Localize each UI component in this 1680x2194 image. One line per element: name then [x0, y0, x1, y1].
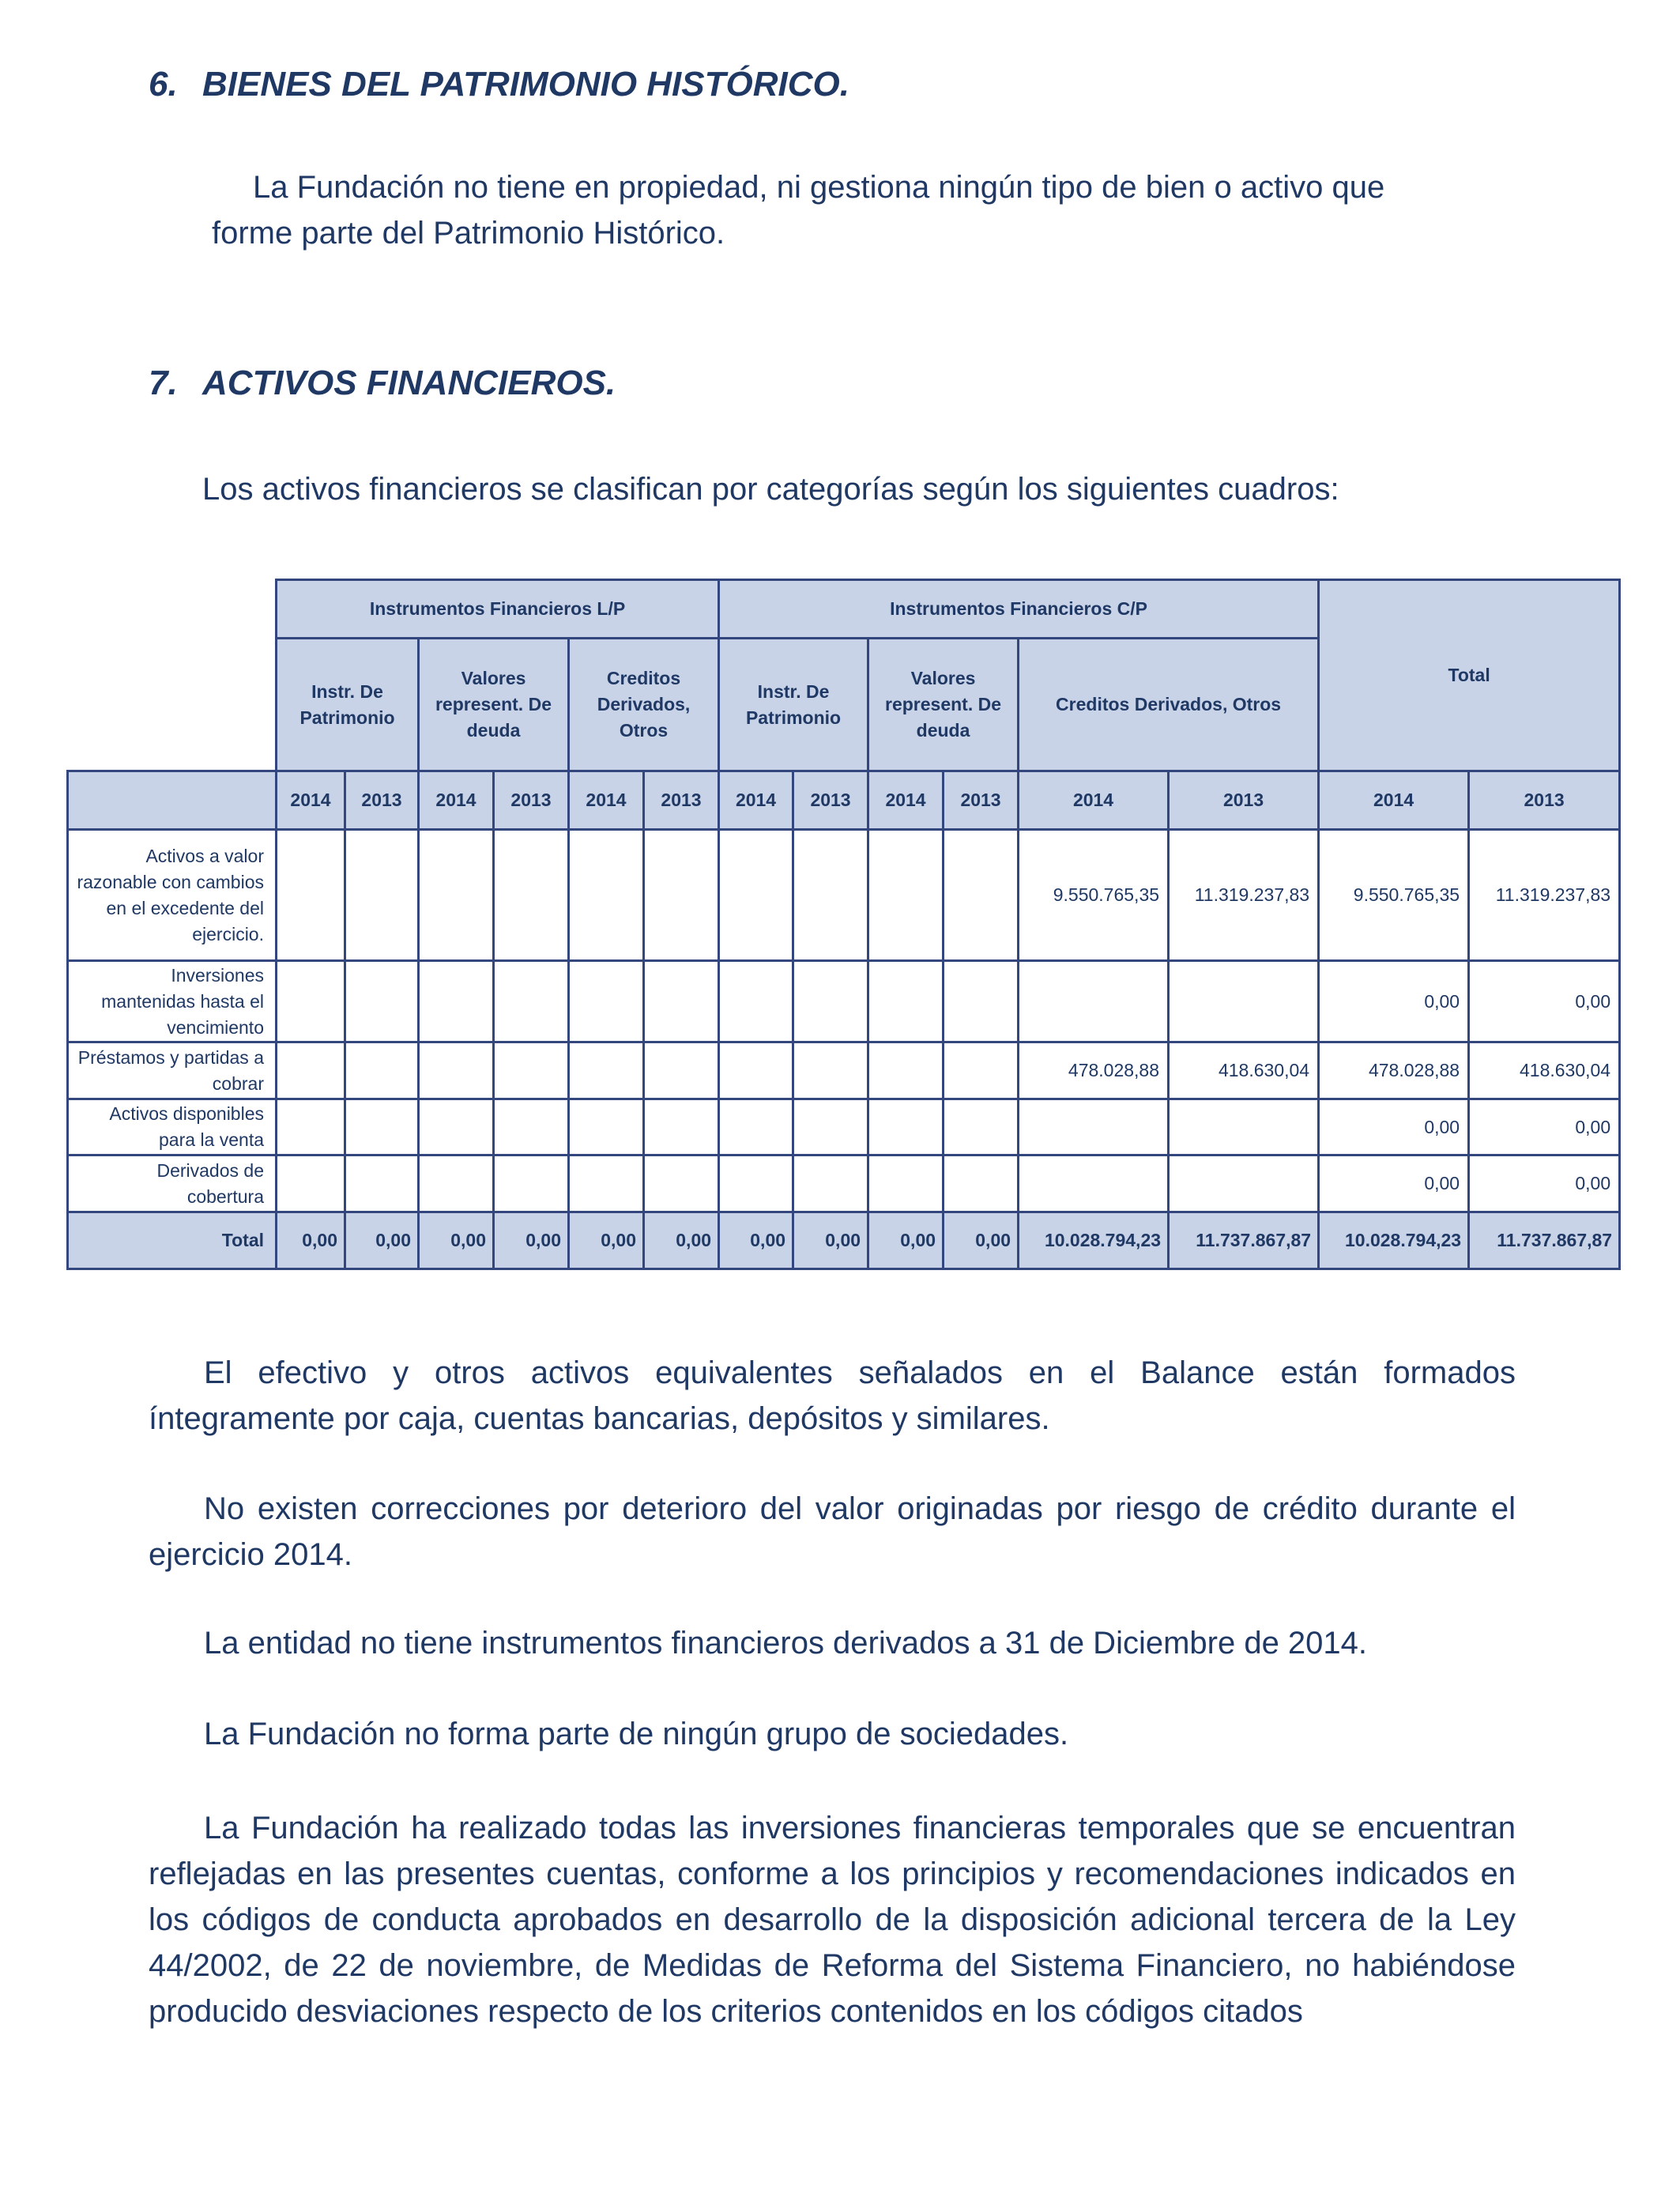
- subheader-lp-creditos-derivados: Creditos Derivados, Otros: [569, 639, 719, 771]
- table-cell: [644, 830, 719, 961]
- section-6-number: 6.: [149, 65, 178, 104]
- row-label: Activos a valor razonable con cambios en el excedente del ejercicio.: [68, 830, 277, 961]
- table-cell: [494, 1155, 569, 1212]
- table-cell: [719, 1099, 793, 1155]
- table-cell: [419, 961, 494, 1042]
- table-total-row: [68, 1212, 1620, 1269]
- table-cell: [793, 961, 868, 1042]
- total-cell: 0,00: [419, 1212, 494, 1269]
- table-row: [68, 1155, 1620, 1212]
- table-row: [68, 1099, 1620, 1155]
- subheader-lp-valores-deuda: Valores represent. De deuda: [419, 639, 569, 771]
- table-cell: [569, 1099, 644, 1155]
- table-cell: [793, 1155, 868, 1212]
- section-6-text-line-2: forme parte del Patrimonio Histórico.: [212, 216, 725, 251]
- year-cell: 2014: [277, 771, 345, 830]
- table-cell: [419, 1099, 494, 1155]
- paragraph-deterioro: No existen correcciones por deterioro del valor originadas por riesgo de crédito durante el ejercicio 2014.: [149, 1491, 1516, 1572]
- table-cell: [868, 1099, 944, 1155]
- total-cell: 11.737.867,87: [1169, 1212, 1319, 1269]
- table-cell: 0,00: [1319, 961, 1469, 1042]
- subheader-cp-instr-patrimonio: Instr. De Patrimonio: [719, 639, 868, 771]
- table-cell: [277, 1155, 345, 1212]
- table-cell: [719, 830, 793, 961]
- group-header-lp: Instrumentos Financieros L/P: [277, 580, 719, 639]
- table-cell: 478.028,88: [1019, 1042, 1169, 1099]
- table-cell: [494, 1099, 569, 1155]
- financial-assets-table: [66, 579, 1621, 1270]
- year-cell: 2013: [944, 771, 1019, 830]
- section-7-intro: Los activos financieros se clasifican por categorías según los siguientes cuadros:: [202, 472, 1339, 507]
- table-cell: [793, 830, 868, 961]
- year-cell: 2013: [793, 771, 868, 830]
- table-cell: [277, 1042, 345, 1099]
- table-cell: 0,00: [1469, 961, 1620, 1042]
- table-cell: [719, 1155, 793, 1212]
- table-cell: [345, 1155, 419, 1212]
- section-7-heading: [149, 364, 616, 403]
- year-cell: 2014: [868, 771, 944, 830]
- table-cell: [345, 1042, 419, 1099]
- table-cell: [944, 1155, 1019, 1212]
- total-label: Total: [68, 1212, 277, 1269]
- table-cell: 0,00: [1469, 1099, 1620, 1155]
- years-corner: [68, 771, 277, 830]
- table-row: [68, 830, 1620, 961]
- empty-corner: [68, 580, 277, 771]
- table-cell: [345, 830, 419, 961]
- table-cell: 0,00: [1319, 1155, 1469, 1212]
- table-cell: [868, 1155, 944, 1212]
- section-6-title: BIENES DEL PATRIMONIO HISTÓRICO.: [202, 65, 849, 104]
- table-cell: 9.550.765,35: [1319, 830, 1469, 961]
- year-cell: 2013: [644, 771, 719, 830]
- table-cell: [569, 961, 644, 1042]
- table-cell: 11.319.237,83: [1169, 830, 1319, 961]
- total-cell: 0,00: [719, 1212, 793, 1269]
- total-cell: 0,00: [944, 1212, 1019, 1269]
- table-cell: [494, 1042, 569, 1099]
- subheader-cp-valores-deuda: Valores represent. De deuda: [868, 639, 1019, 771]
- table-cell: 0,00: [1469, 1155, 1620, 1212]
- table-cell: [345, 961, 419, 1042]
- group-header-cp: Instrumentos Financieros C/P: [719, 580, 1319, 639]
- table-row: [68, 1042, 1620, 1099]
- table-row: [68, 961, 1620, 1042]
- table-cell: [719, 1042, 793, 1099]
- table-cell: [868, 830, 944, 961]
- total-cell: 10.028.794,23: [1319, 1212, 1469, 1269]
- total-cell: 0,00: [277, 1212, 345, 1269]
- table-cell: [793, 1042, 868, 1099]
- year-cell: 2014: [1019, 771, 1169, 830]
- table-cell: [569, 830, 644, 961]
- table-cell: [644, 1042, 719, 1099]
- year-cell: 2013: [1469, 771, 1620, 830]
- paragraph-grupo: La Fundación no forma parte de ningún grupo de sociedades.: [204, 1717, 1069, 1751]
- table-cell: [719, 961, 793, 1042]
- table-cell: [494, 830, 569, 961]
- row-label: Préstamos y partidas a cobrar: [68, 1042, 277, 1099]
- year-cell: 2014: [419, 771, 494, 830]
- row-label: Activos disponibles para la venta: [68, 1099, 277, 1155]
- table-cell: [277, 961, 345, 1042]
- table-cell: [644, 1099, 719, 1155]
- table-cell: [569, 1155, 644, 1212]
- table-group-header-row: [68, 580, 1620, 639]
- table-cell: [644, 1155, 719, 1212]
- year-cell: 2014: [569, 771, 644, 830]
- total-cell: 0,00: [345, 1212, 419, 1269]
- table-years-row: [68, 771, 1620, 830]
- section-6-heading: [149, 65, 849, 104]
- subheader-cp-creditos-derivados: Creditos Derivados, Otros: [1019, 639, 1319, 771]
- section-7-title: ACTIVOS FINANCIEROS.: [202, 364, 616, 402]
- total-cell: 0,00: [644, 1212, 719, 1269]
- row-label: Derivados de cobertura: [68, 1155, 277, 1212]
- table-cell: [277, 830, 345, 961]
- total-cell: 0,00: [868, 1212, 944, 1269]
- table-cell: [1169, 1099, 1319, 1155]
- table-cell: [944, 961, 1019, 1042]
- table-cell: [569, 1042, 644, 1099]
- subheader-lp-instr-patrimonio: Instr. De Patrimonio: [277, 639, 419, 771]
- paragraph-inversiones: La Fundación ha realizado todas las inversiones financieras temporales que se encuentran reflejadas en las presentes cuentas, conforme a los principios y recomendaciones indicados en los códigos de conducta aprobados en desarrollo de la disposición adicional tercera de la Ley 44/2002, de 22 de noviembre, de Medidas de Reforma del Sistema Financiero, no habiéndose producido desviaciones respecto de los criterios contenidos en los códigos citados: [149, 1811, 1516, 2029]
- row-label: Inversiones mantenidas hasta el vencimiento: [68, 961, 277, 1042]
- table-cell: 418.630,04: [1169, 1042, 1319, 1099]
- table-cell: [1169, 961, 1319, 1042]
- year-cell: 2013: [494, 771, 569, 830]
- table-cell: [1019, 1099, 1169, 1155]
- table-cell: 0,00: [1319, 1099, 1469, 1155]
- total-cell: 10.028.794,23: [1019, 1212, 1169, 1269]
- table-cell: [345, 1099, 419, 1155]
- year-cell: 2013: [1169, 771, 1319, 830]
- table-cell: [1019, 961, 1169, 1042]
- paragraph-derivados: La entidad no tiene instrumentos financieros derivados a 31 de Diciembre de 2014.: [204, 1626, 1368, 1661]
- table-cell: 478.028,88: [1319, 1042, 1469, 1099]
- table-cell: [419, 1042, 494, 1099]
- table-cell: [868, 1042, 944, 1099]
- table-cell: [793, 1099, 868, 1155]
- table-cell: 9.550.765,35: [1019, 830, 1169, 961]
- section-7-number: 7.: [149, 364, 178, 402]
- section-6-text-line-1: La Fundación no tiene en propiedad, ni gestiona ningún tipo de bien o activo que: [253, 170, 1385, 205]
- table-cell: [1019, 1155, 1169, 1212]
- paragraph-efectivo: El efectivo y otros activos equivalentes señalados en el Balance están formados íntegramente por caja, cuentas bancarias, depósitos y similares.: [149, 1355, 1516, 1436]
- table-cell: [277, 1099, 345, 1155]
- table-cell: [944, 1042, 1019, 1099]
- total-cell: 0,00: [793, 1212, 868, 1269]
- group-header-total: Total: [1319, 580, 1620, 771]
- table-cell: [944, 1099, 1019, 1155]
- year-cell: 2014: [719, 771, 793, 830]
- total-cell: 0,00: [569, 1212, 644, 1269]
- table-cell: [1169, 1155, 1319, 1212]
- table-cell: [644, 961, 719, 1042]
- table-cell: [868, 961, 944, 1042]
- table-cell: [494, 961, 569, 1042]
- total-cell: 0,00: [494, 1212, 569, 1269]
- table-cell: [944, 830, 1019, 961]
- table-cell: [419, 1155, 494, 1212]
- table-cell: 11.319.237,83: [1469, 830, 1620, 961]
- total-cell: 11.737.867,87: [1469, 1212, 1620, 1269]
- year-cell: 2014: [1319, 771, 1469, 830]
- table-cell: 418.630,04: [1469, 1042, 1620, 1099]
- year-cell: 2013: [345, 771, 419, 830]
- table-cell: [419, 830, 494, 961]
